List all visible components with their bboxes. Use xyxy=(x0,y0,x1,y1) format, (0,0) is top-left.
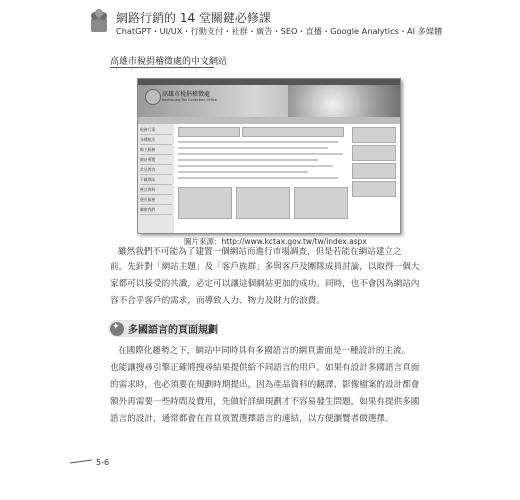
website-screenshot xyxy=(137,78,401,234)
paragraph-line: 語言的設計，通常都會在首頁放置選擇語言的連結，以方便瀏覽者做選擇。 xyxy=(110,414,394,424)
screenshot-sidebar-item: 各種稅法 xyxy=(140,136,172,145)
paragraph-line: 額外再需要一些時間及費用，先做好詳細規劃才不容易發生問題。如果有提供多國 xyxy=(110,397,420,407)
book-logo-icon xyxy=(88,8,110,34)
screenshot-sidebar-item: 常見問答 xyxy=(140,166,172,175)
screenshot-sidebar-item: 網站導覽 xyxy=(140,156,172,165)
page-number: 5-6 xyxy=(96,458,110,467)
screenshot-site-title: 高雄市稅捐稽徵處 xyxy=(162,91,211,98)
figure-source: 圖片來源：http://www.kctax.gov.tw/tw/index.aspx xyxy=(184,237,367,246)
screenshot-right-box xyxy=(352,127,396,143)
screenshot-content-line xyxy=(178,159,318,161)
screenshot-right-box xyxy=(352,181,396,197)
screenshot-sidebar-item: 統計資料 xyxy=(140,186,172,195)
screenshot-content-line xyxy=(178,141,338,143)
screenshot-content-box xyxy=(294,187,348,219)
paragraph-line: 在國際化趨勢之下，網站中同時具有多國語言的網頁畫面是一種設計的主流。 xyxy=(118,346,411,356)
screenshot-banner-photo xyxy=(288,85,400,117)
screenshot-right-box xyxy=(352,145,396,161)
screenshot-site-subtitle: Kaohsiung Tax Collection Office xyxy=(162,98,217,102)
screenshot-right-box xyxy=(352,163,396,179)
book-title: 網路行銷的 14 堂關鍵必修課 xyxy=(116,11,271,25)
screenshot-content-line xyxy=(178,147,328,149)
section-title: 多國語言的頁面規劃 xyxy=(128,325,218,336)
screenshot-nav-bar xyxy=(138,117,400,124)
screenshot-content-line xyxy=(178,153,343,155)
screenshot-content-line xyxy=(178,165,333,167)
screenshot-content-line xyxy=(178,177,338,179)
lightbulb-icon: ✦ xyxy=(110,322,124,336)
screenshot-content xyxy=(178,127,348,227)
paragraph-line: 容不合乎客戶的需求，而導致人力、物力及財力的浪費。 xyxy=(110,296,325,306)
screenshot-seal-icon xyxy=(145,89,161,105)
screenshot-content-box xyxy=(178,187,232,219)
paragraph-line: 家都可以接受的共識，必定可以讓這個網站更加的成功。同時，也不會因為網站內 xyxy=(110,279,420,289)
screenshot-sidebar-item: 稅務行事 xyxy=(140,126,172,135)
paragraph-line: 雖然我們不可能為了建置一個網站而進行市場調查，但是若能在網站建立之 xyxy=(118,247,402,257)
figure-caption: 高雄市稅捐稽徵處的中文網站 xyxy=(110,57,228,67)
screenshot-sidebar xyxy=(138,124,174,233)
screenshot-content-line xyxy=(178,171,308,173)
screenshot-sidebar-item: 聯絡我們 xyxy=(140,206,172,215)
screenshot-content-header xyxy=(178,127,240,137)
screenshot-right-column xyxy=(352,127,396,217)
screenshot-content-header xyxy=(242,127,344,137)
screenshot-sidebar-item: 線上服務 xyxy=(140,146,172,155)
paragraph-line: 前，先針對「網站主題」及「客戶族群」多與客戶及團隊成員討論，以取得一個大 xyxy=(110,262,420,272)
book-subtitle: ChatGPT・UI/UX・行動支付・社群・廣告・SEO・直播・Google Analytics・AI 多媒體 xyxy=(116,26,443,36)
page-number-rule xyxy=(70,459,92,463)
paragraph-line: 的需求時，也必須要在規劃時期提出，因為產品資料的翻譯、影像檔案的設計都會 xyxy=(110,380,420,390)
screenshot-sidebar-item: 下載專區 xyxy=(140,176,172,185)
screenshot-sidebar-item: 便民服務 xyxy=(140,196,172,205)
screenshot-content-box xyxy=(236,187,290,219)
figure-caption-underline xyxy=(110,67,214,68)
paragraph-line: 也能讓搜尋引擎正確將搜尋結果提供給不同語言的用戶。如果有設計多國語言頁面 xyxy=(110,363,420,373)
